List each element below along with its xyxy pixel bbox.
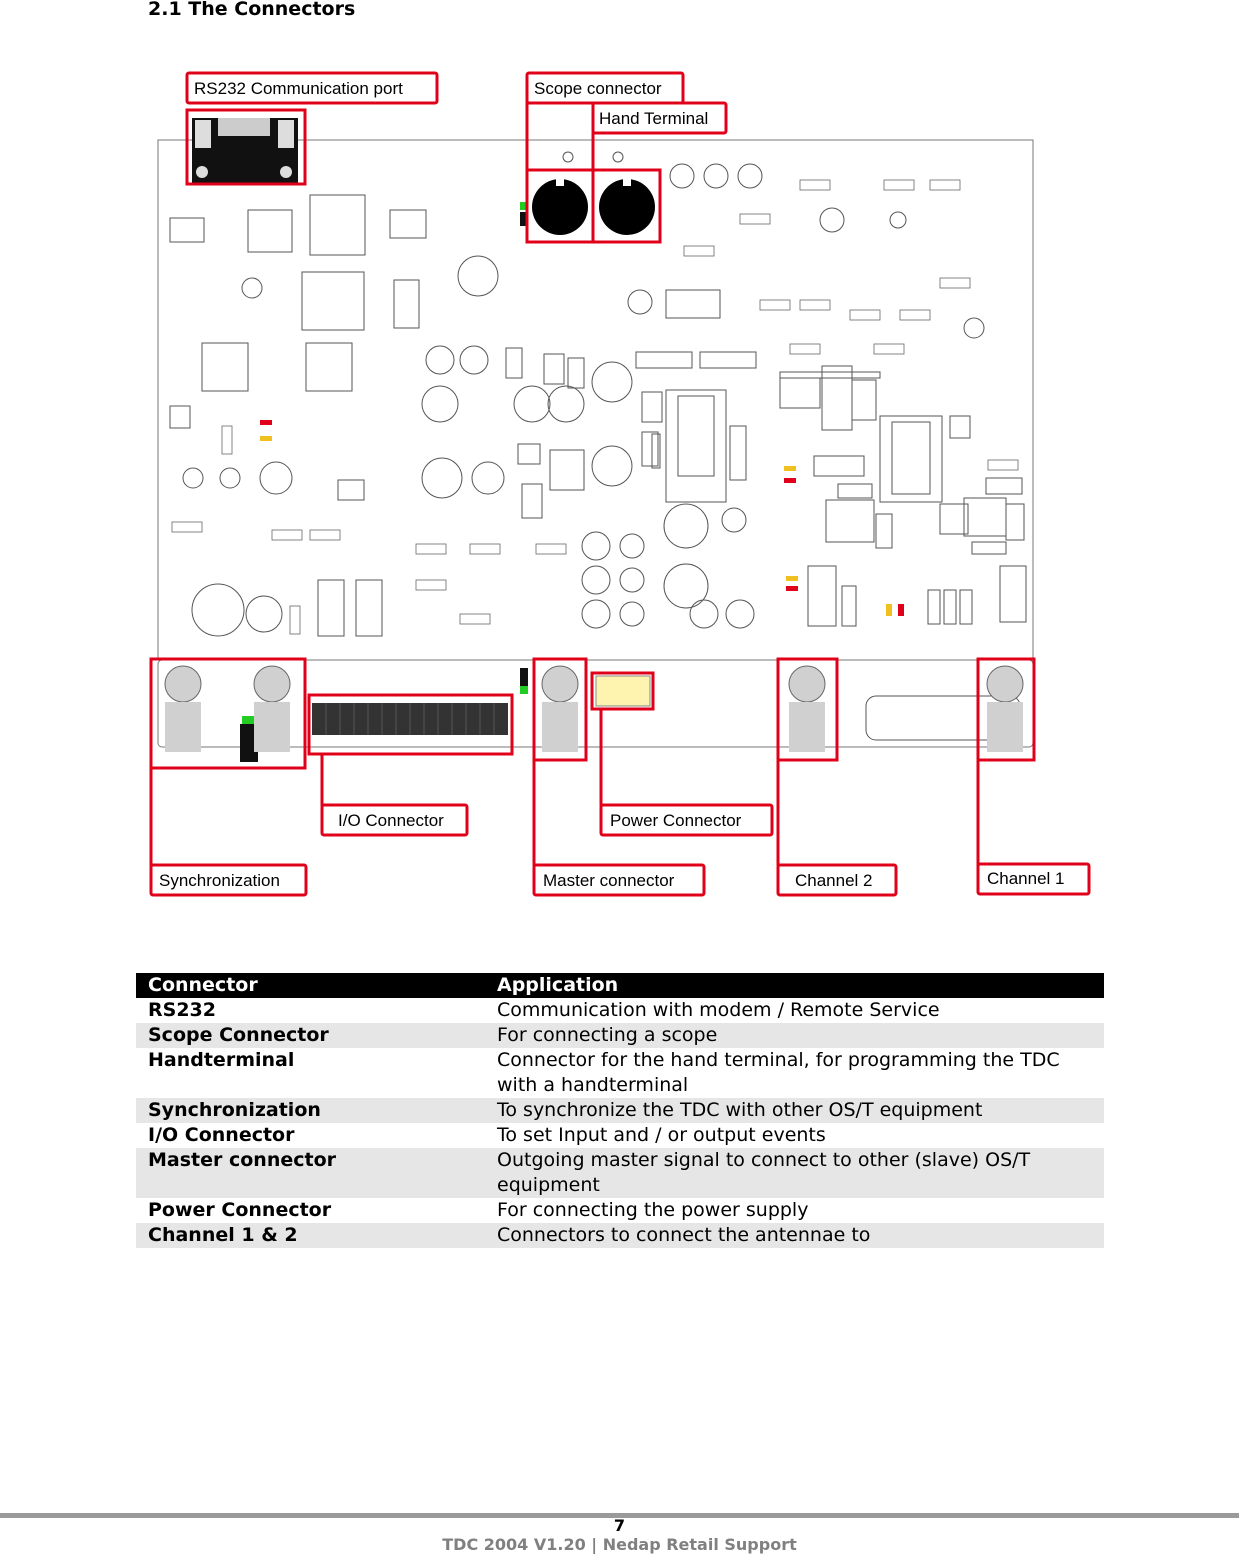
table-row [136,998,1104,1023]
callout-hand-terminal-label: Hand Terminal [599,109,709,128]
callout-synchronization-label: Synchronization [159,871,280,890]
connector-table [136,973,1104,1248]
column-header-connector: Connector [136,973,485,998]
column-header-application: Application [485,973,1104,998]
connector-name: Scope Connector [136,1023,485,1048]
callout-channel2 [778,865,896,895]
callout-hand-terminal [593,103,726,133]
rs232-port-shape [192,118,298,184]
pcb-board [158,140,1033,747]
callout-io [322,805,467,835]
table-row [136,1198,1104,1223]
power-connector-shape [596,676,650,706]
connector-name: RS232 [148,999,216,1021]
pcb-components [170,152,1026,740]
callout-channel2-label: Channel 2 [795,871,873,890]
table-header-row [136,973,1104,998]
sync-connector-shapes [165,666,290,752]
connector-application: For connecting a scope [485,1023,1104,1048]
table-row [136,1123,1104,1148]
callout-power-label: Power Connector [610,811,742,830]
io-connector-shape [312,703,508,735]
connector-application: To synchronize the TDC with other OS/T equipment [485,1098,1104,1123]
connector-name: Channel 1 & 2 [136,1223,485,1248]
connector-application: Outgoing master signal to connect to other (slave) OS/T equipment [485,1148,1104,1198]
callout-channel1 [978,864,1089,894]
callout-synchronization [151,865,306,895]
table-row [136,1048,1104,1098]
table-row [136,1023,1104,1048]
callout-channel1-label: Channel 1 [987,869,1065,888]
section-title: 2.1 The Connectors [148,0,356,20]
callout-power [601,805,772,835]
page-number: 7 [613,1516,626,1535]
callout-master-label: Master connector [543,871,675,890]
callout-scope-label: Scope connector [534,79,662,98]
connector-application: To set Input and / or output events [497,1124,826,1146]
connector-name: I/O Connector [148,1124,295,1146]
connector-application: Communication with modem / Remote Service [497,999,940,1021]
callout-io-label: I/O Connector [338,811,444,830]
connector-name: Master connector [136,1148,485,1198]
connector-name: Synchronization [136,1098,485,1123]
connector-application: Connectors to connect the antennae to [485,1223,1104,1248]
callout-scope [527,73,683,103]
callout-rs232-label: RS232 Communication port [194,79,403,98]
connector-application: Connector for the hand terminal, for programming the TDC with a handterminal [497,1049,1060,1096]
footer-text: TDC 2004 V1.20 | Nedap Retail Support [442,1535,797,1554]
connector-application: For connecting the power supply [497,1199,809,1221]
connector-name: Power Connector [148,1199,332,1221]
table-row [136,1148,1104,1198]
callout-master [534,865,704,895]
connector-name: Handterminal [148,1049,295,1071]
table-row [136,1098,1104,1123]
table-row [136,1223,1104,1248]
callout-rs232 [187,73,437,103]
